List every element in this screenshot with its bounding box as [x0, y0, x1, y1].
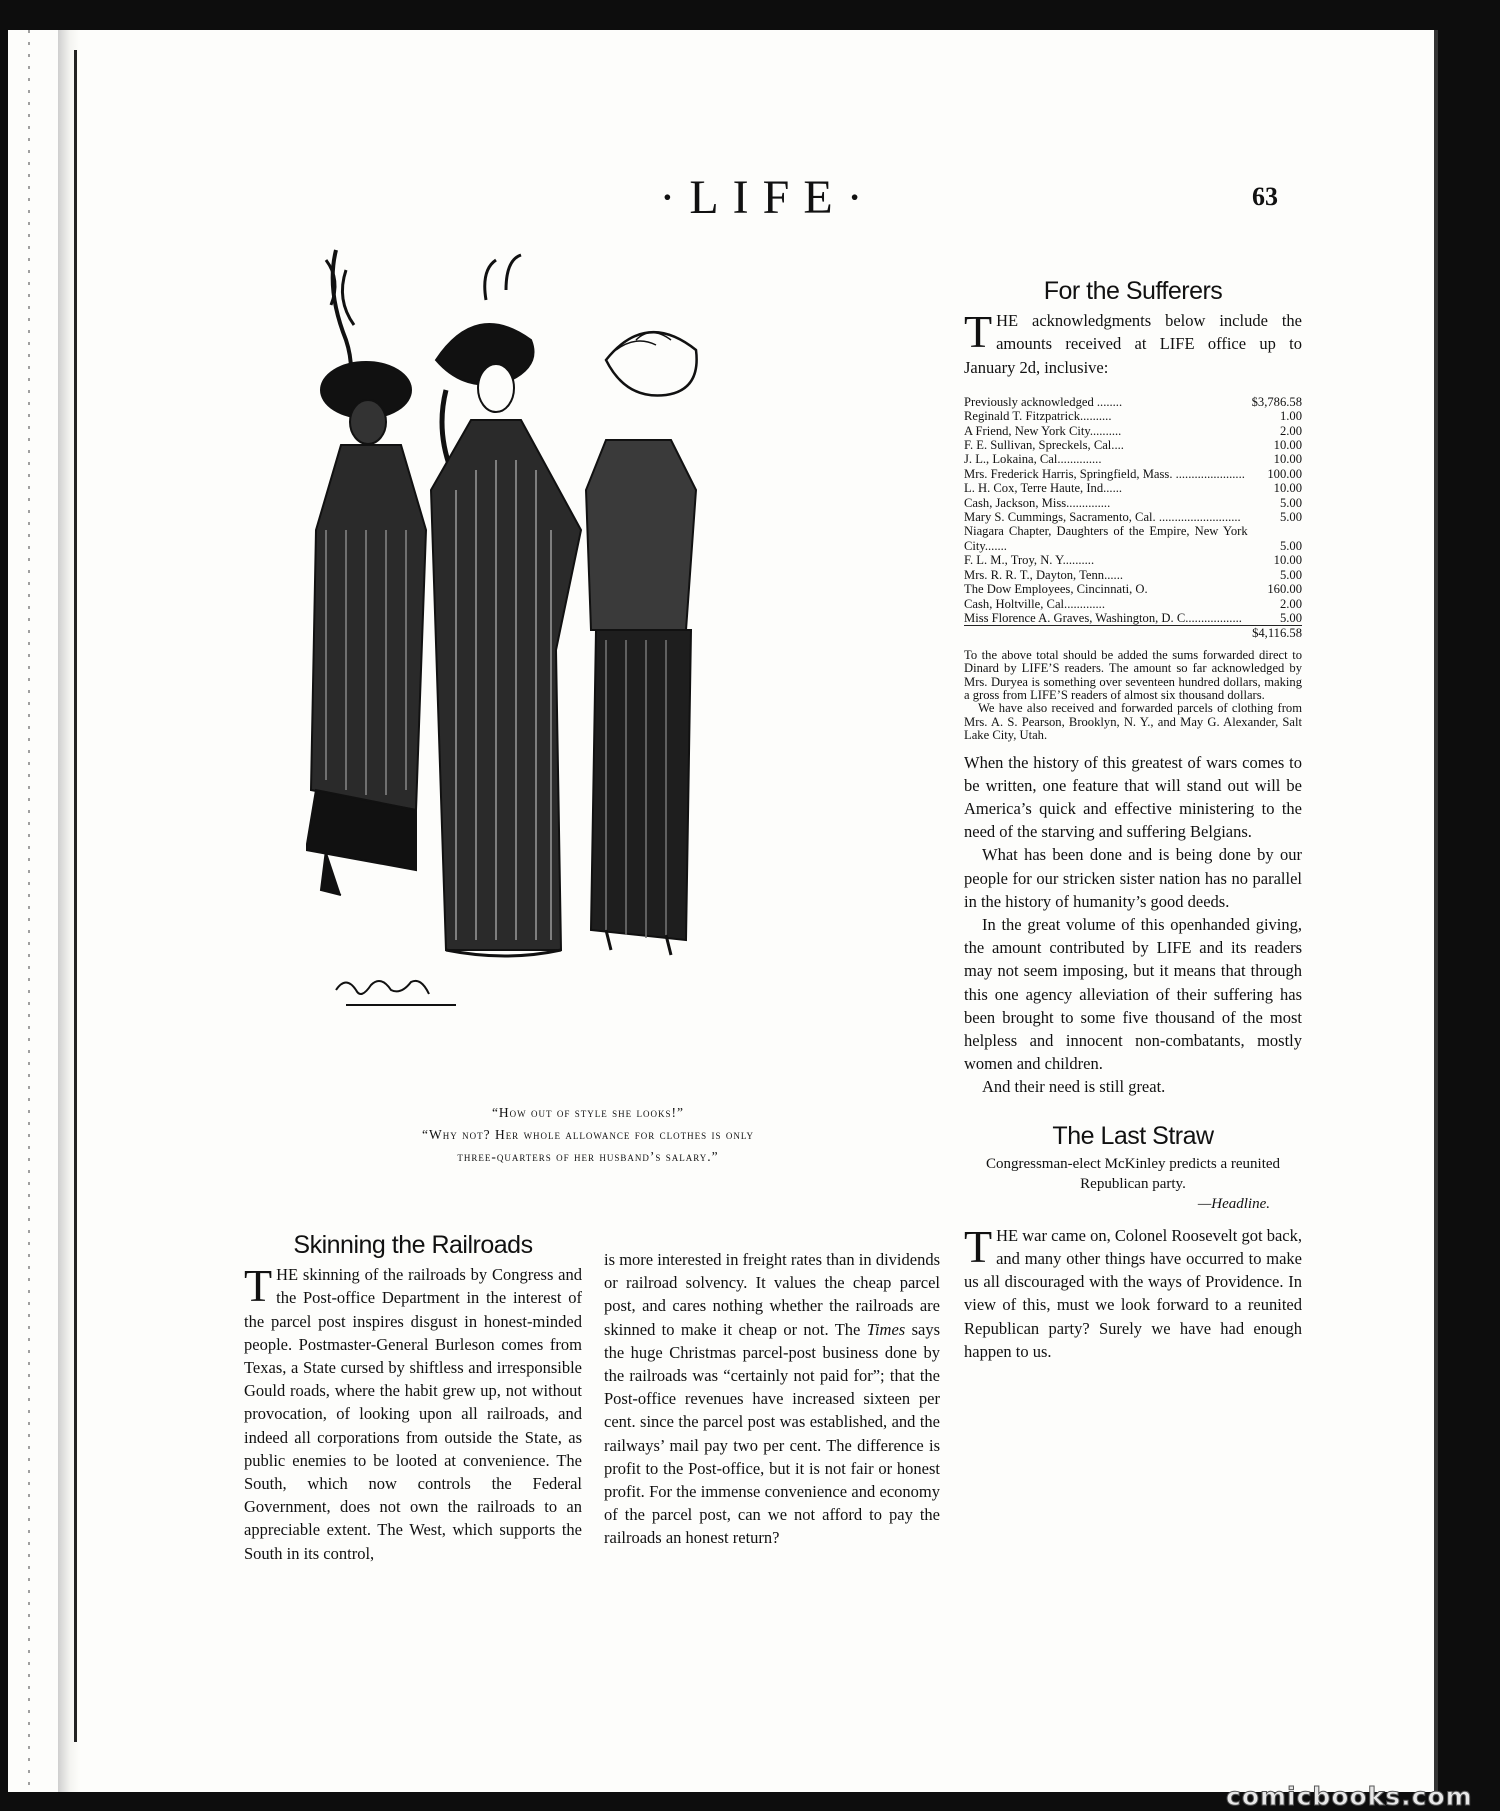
epigraph [964, 1154, 1302, 1214]
spine-edge [74, 50, 77, 1742]
binding-holes [28, 30, 30, 1792]
donor-name: L. H. Cox, Terre Haute, Ind...... [964, 481, 1123, 496]
magazine-page [8, 30, 1438, 1792]
acknowledgment-row [964, 524, 1302, 553]
donation-amount: 1.00 [1279, 409, 1302, 424]
left-coat [311, 445, 426, 810]
epigraph-text: Congressman-elect McKinley predicts a reunited Republican party. [985, 1155, 1281, 1192]
acknowledgment-row [964, 496, 1302, 510]
donation-amount: 5.00 [1279, 567, 1302, 582]
last-straw-text [964, 1220, 1302, 1363]
donation-amount: 5.00 [1279, 538, 1302, 553]
skinning-body-2b: says the huge Christmas parcel-post business done by the railroads was “certainly not paid for”; that the Post-office revenues have increased sixteen per cent. since the parcel post was established, and the railways’ mail pay two per cent. The difference is profit to the Post-office, but it is not fair or honest profit. For the immense convenience and economy of the parcel post, can we not afford to pay the railroads an honest return? [604, 1319, 940, 1548]
right-blouse [586, 440, 696, 630]
donor-name: F. E. Sullivan, Spreckels, Cal.... [964, 438, 1124, 453]
donation-amount: 100.00 [1267, 466, 1302, 481]
donor-name: Mary S. Cummings, Sacramento, Cal. .......................... [964, 510, 1241, 525]
cartoon-illustration [306, 230, 706, 1110]
donor-name: The Dow Employees, Cincinnati, O. [964, 582, 1148, 597]
acknowledgment-row [964, 452, 1302, 466]
caption-line: three-quarters of her husband’s salary.” [457, 1149, 719, 1164]
donation-amount: 2.00 [1279, 423, 1302, 438]
signature-mark [336, 981, 456, 1005]
donor-name: Miss Florence A. Graves, Washington, D. C.................. [964, 610, 1242, 625]
caption-line: “How out of style she looks!” [491, 1105, 685, 1120]
donation-amount: 10.00 [1273, 553, 1302, 568]
donor-name: Reginald T. Fitzpatrick.......... [964, 409, 1112, 424]
body-paragraph: In the great volume of this openhanded giving, the amount contributed by LIFE and its readers may not seem imposing, but it means that through this one agency alleviation of their suffering has been brought to some five thousand of the most helpless and innocent non-combatants, mostly women and children. [964, 914, 1302, 1074]
watermark: comicbooks.com [1226, 1782, 1473, 1811]
acknowledgment-row [964, 467, 1302, 481]
donor-name: A Friend, New York City.......... [964, 423, 1122, 438]
body-paragraph: What has been done and is being done by our people for our stricken sister nation has no parallel in the history of humanity’s good deeds. [964, 845, 1302, 911]
last-straw-heading: The Last Straw [1052, 1121, 1214, 1150]
left-face [350, 400, 386, 444]
total-row [964, 626, 1302, 641]
sufferers-heading: For the Sufferers [1043, 277, 1223, 305]
dropcap: T [964, 1220, 993, 1272]
note-paragraph: To the above total should be added the sums forwarded direct to Dinard by LIFE’S readers. The amount so far acknowledged by Mrs. Duryea is something over seventeen hundred dollars, making a gross from LIFE’S readers of almost six thousand dollars. [964, 647, 1302, 702]
dropcap: T [244, 1260, 273, 1312]
sufferers-intro-text: HE acknowledgments below include the amounts received at LIFE office up to January 2d, inclusive: [964, 311, 1302, 377]
times-title: Times [866, 1319, 906, 1339]
donor-name: Mrs. Frederick Harris, Springfield, Mass. ...................... [964, 466, 1245, 481]
donation-amount: 10.00 [1273, 452, 1302, 467]
middle-gown [431, 420, 581, 950]
dropcap: T [964, 306, 993, 358]
acknowledgment-row [964, 395, 1302, 409]
acknowledgment-row [964, 424, 1302, 438]
cartoon-caption [308, 1102, 868, 1168]
donation-amount: 5.00 [1279, 610, 1302, 625]
epigraph-source: —Headline. [1197, 1195, 1270, 1212]
skinning-heading: Skinning the Railroads [293, 1231, 533, 1259]
skinning-body-1: HE skinning of the railroads by Congress and the Post-office Department in the interest of the parcel post inspires disgust in honest-minded people. Postmaster-General Burleson comes from Texas, a State cursed by shiftless and irresponsible Gould roads, where the habit grew up, not without provocation, of looking upon all railroads, and indeed all corporations from outside the State, as public enemies to be looted at convenience. The South, which now controls the Federal Government, does not own the railroads to an appreciable extent. The West, which supports the South in its control, [244, 1265, 582, 1563]
last-straw-article [964, 1121, 1302, 1363]
total-amount: $4,116.58 [1248, 626, 1302, 641]
donation-amount: $3,786.58 [1251, 394, 1302, 409]
skinning-text-1 [244, 1260, 582, 1565]
right-hat [606, 332, 697, 395]
acknowledgment-row [964, 409, 1302, 423]
donor-name: J. L., Lokaina, Cal.............. [964, 452, 1102, 467]
acknowledgment-row [964, 438, 1302, 452]
masthead: ·LIFE· [659, 171, 877, 224]
acknowledgment-row [964, 510, 1302, 524]
last-straw-body: HE war came on, Colonel Roosevelt got back, and many other things have occurred to make us all discouraged with the ways of Providence. In view of this, must we look forward to a reunited Republican party? Surely we have had enough happen to us. [964, 1225, 1302, 1361]
caption-line: “Why not? Her whole allowance for clothes is only [421, 1127, 755, 1142]
page-edge [1434, 30, 1438, 1792]
acknowledgment-row [964, 611, 1302, 626]
sufferers-body [964, 751, 1302, 1099]
note-paragraph: We have also received and forwarded parcels of clothing from Mrs. A. S. Pearson, Brooklyn, N. Y., and May G. Alexander, Salt Lake City, Utah. [964, 701, 1302, 743]
acknowledgments-table [964, 395, 1302, 641]
skinning-body-2a: is more interested in freight rates than in dividends or railroad solvency. It values the cheap parcel post, and cares nothing whether the railroads are skinned to make it cheap or not. The [604, 1250, 940, 1339]
right-column [964, 277, 1302, 1363]
page-number: 63 [1252, 182, 1278, 211]
body-paragraph: When the history of this greatest of wars comes to be written, one feature that will stand out will be America’s quick and effective ministering to the need of the starving and suffering Belgians. [964, 752, 1302, 842]
donation-amount: 10.00 [1273, 481, 1302, 496]
donor-name: Cash, Holtville, Cal............. [964, 596, 1105, 611]
skinning-article-col1 [244, 1231, 582, 1565]
skinning-text-2 [604, 1248, 940, 1550]
donor-name: Cash, Jackson, Miss.............. [964, 495, 1111, 510]
acknowledgment-row [964, 568, 1302, 582]
donation-amount: 5.00 [1279, 495, 1302, 510]
donor-name: F. L. M., Troy, N. Y.......... [964, 553, 1095, 568]
acknowledgment-note [964, 649, 1302, 743]
body-paragraph: And their need is still great. [982, 1077, 1166, 1097]
donor-name: Mrs. R. R. T., Dayton, Tenn...... [964, 567, 1123, 582]
donor-name: Previously acknowledged ........ [964, 394, 1123, 409]
donation-amount: 5.00 [1279, 510, 1302, 525]
acknowledgment-row [964, 481, 1302, 495]
donation-amount: 10.00 [1273, 438, 1302, 453]
middle-face [478, 364, 514, 412]
donor-name: Niagara Chapter, Daughters of the Empire, New York City....... [964, 524, 1248, 553]
acknowledgment-row [964, 582, 1302, 596]
acknowledgment-row [964, 597, 1302, 611]
donation-amount: 2.00 [1279, 596, 1302, 611]
donation-amount: 160.00 [1267, 582, 1302, 597]
skinning-article-col2 [604, 1248, 940, 1550]
acknowledgment-row [964, 553, 1302, 567]
sufferers-intro [964, 306, 1302, 379]
